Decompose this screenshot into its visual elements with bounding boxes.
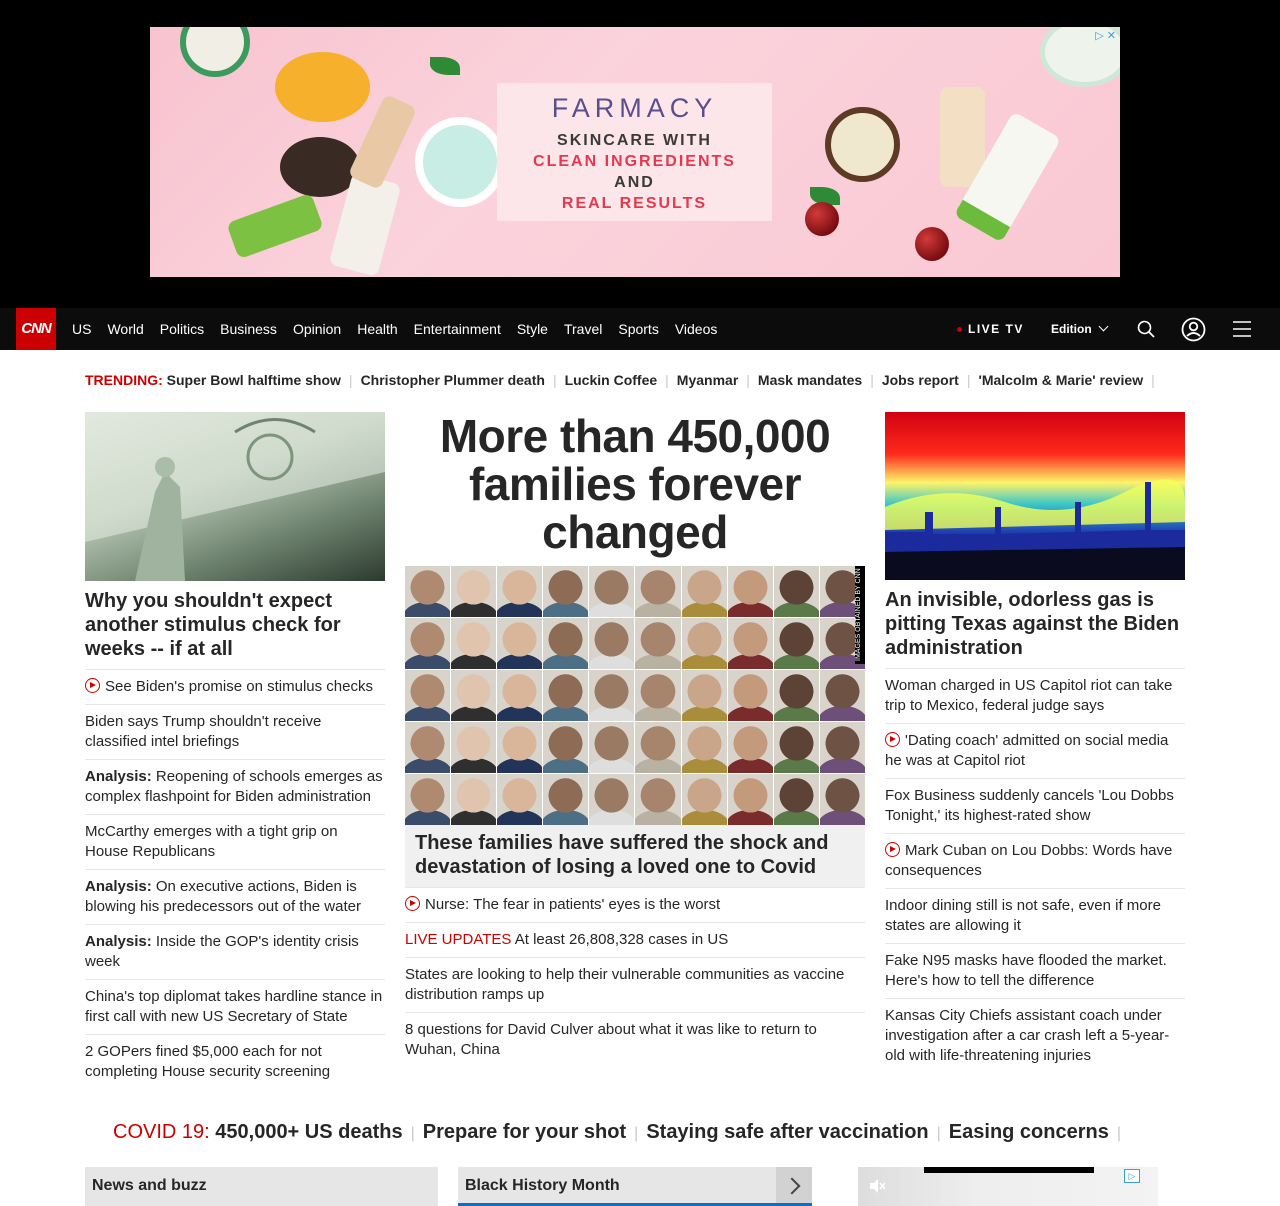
portrait-photo [451,722,496,773]
story-text: Indoor dining still is not safe, even if more states are allowing it [885,897,1161,934]
hamburger-menu-icon[interactable] [1233,321,1251,337]
nav-link-entertainment[interactable]: Entertainment [413,321,501,337]
play-video-icon [885,842,900,857]
chevron-right-icon[interactable] [776,1167,812,1203]
story-text: Reopening of schools emerges as complex flashpoint for Biden administration [85,768,383,805]
story-link[interactable] [85,870,385,925]
video-ad[interactable] [858,1167,1158,1206]
story-link[interactable] [885,724,1185,779]
video-ad-progress-bar [924,1167,1094,1173]
portrait-photo [497,722,542,773]
portrait-photo [774,618,819,669]
portrait-photo [543,670,588,721]
portrait-photo [682,566,727,617]
story-text: States are looking to help their vulnerable communities as vaccine distribution ramps up [405,966,845,1003]
portrait-photo [405,618,450,669]
nav-link-opinion[interactable]: Opinion [292,321,342,337]
covid-divider: | [634,1125,639,1142]
portrait-photo [820,722,865,773]
trending-link[interactable]: Myanmar [676,372,739,388]
live-tv-link[interactable] [957,322,1024,336]
story-link[interactable] [405,888,865,923]
photo-grid-caption[interactable]: These families have suffered the shock and devastation of losing a loved one to Covid [405,825,865,888]
live-tv-label: LIVE TV [968,322,1024,336]
ad-line-1: SKINCARE WITH [557,132,712,149]
story-text: 8 questions for David Culver about what it was like to return to Wuhan, China [405,1021,817,1058]
ad-bottle-image [226,193,324,259]
trending-divider: | [870,372,874,388]
statue-of-liberty-check-graphic [85,412,385,581]
story-link[interactable] [885,834,1185,889]
trending-bar [85,372,1163,388]
news-and-buzz-header[interactable]: News and buzz [85,1167,438,1206]
story-link[interactable] [405,1013,865,1067]
story-link[interactable] [885,944,1185,999]
story-text: See Biden's promise on stimulus checks [105,678,373,695]
portrait-photo [774,670,819,721]
portrait-photo [635,670,680,721]
portrait-photo [820,774,865,825]
ad-line-2: CLEAN INGREDIENTS [533,153,736,170]
play-video-icon [85,678,100,693]
portrait-photo [451,670,496,721]
covid-divider: | [410,1125,415,1142]
portrait-photo [497,618,542,669]
portrait-photo [589,566,634,617]
trending-label: TRENDING: [85,372,163,388]
portrait-photo [774,774,819,825]
story-text: Fake N95 masks have flooded the market. Here's how to tell the difference [885,952,1167,989]
trending-link[interactable]: Super Bowl halftime show [166,372,341,388]
stimulus-check-image[interactable] [85,412,385,581]
story-text: Mark Cuban on Lou Dobbs: Words have consequences [885,842,1173,879]
black-history-month-label: Black History Month [465,1177,620,1194]
cnn-logo[interactable]: CNN [16,308,56,350]
portrait-photo [774,566,819,617]
main-headline[interactable]: More than 450,000 families forever changed [439,410,831,558]
ad-cherry-image [915,227,949,261]
right-story-list [885,669,1185,1073]
left-column [85,412,385,1089]
covid-links-bar [113,1121,1129,1144]
portrait-photo [405,774,450,825]
story-link[interactable] [85,705,385,760]
story-link[interactable] [405,923,865,958]
mute-icon[interactable] [868,1177,886,1195]
portrait-photo [635,722,680,773]
story-link[interactable] [885,999,1185,1073]
ad-leaf-image [430,57,460,75]
adchoices-icon[interactable]: ▷ ✕ [1095,30,1116,42]
trending-items [167,372,1163,388]
trending-divider: | [966,372,971,388]
story-text: Woman charged in US Capitol riot can take trip to Mexico, federal judge says [885,677,1173,714]
portrait-photo [682,670,727,721]
edition-selector[interactable] [1051,322,1107,336]
portrait-photo [543,566,588,617]
story-link[interactable] [885,669,1185,724]
middle-story-list [405,888,865,1067]
story-text: Nurse: The fear in patients' eyes is the worst [425,896,721,913]
covid-link[interactable]: Easing concerns [948,1121,1109,1143]
portrait-photo [589,670,634,721]
right-lead-headline[interactable]: An invisible, odorless gas is pitting Texas against the Biden administration [885,588,1185,669]
portrait-photo [635,774,680,825]
ad-area [0,0,1280,308]
nav-link-politics[interactable]: Politics [159,321,205,337]
story-link[interactable] [85,980,385,1035]
story-text: China's top diplomat takes hardline stance in first call with new US Secretary of State [85,988,383,1025]
covid-divider: | [936,1125,941,1142]
trending-divider: | [665,372,669,388]
portrait-photo [774,722,819,773]
story-link[interactable] [85,925,385,980]
live-dot-icon [957,327,962,332]
farmacy-ad-banner[interactable] [150,27,1120,277]
trending-link[interactable]: Jobs report [881,372,959,388]
portrait-photo [543,618,588,669]
portrait-photo [543,774,588,825]
story-text: McCarthy emerges with a tight grip on House Republicans [85,823,338,860]
trending-divider: | [746,372,750,388]
portrait-photo [451,618,496,669]
story-link[interactable] [885,779,1185,834]
portrait-photo [635,618,680,669]
story-link[interactable] [85,815,385,870]
portrait-photo [451,774,496,825]
story-text: At least 26,808,328 cases in US [511,931,729,948]
portrait-photo [405,566,450,617]
play-video-icon [885,732,900,747]
left-story-list [85,670,385,1089]
ad-honeycomb-image [275,52,370,122]
trending-divider: | [348,372,353,388]
ad-jar-image [180,27,250,77]
nav-link-videos[interactable]: Videos [674,321,718,337]
trending-link[interactable]: Mask mandates [757,372,863,388]
trending-link[interactable]: Luckin Coffee [564,372,658,388]
portrait-photo [451,566,496,617]
nav-link-travel[interactable]: Travel [563,321,603,337]
portrait-photo [589,722,634,773]
nav-link-health[interactable]: Health [357,321,398,337]
ad-line-3: AND [614,174,655,191]
portrait-photo [497,566,542,617]
portrait-photo [728,618,773,669]
covid-label: COVID 19: [113,1121,210,1143]
story-text: 'Dating coach' admitted on social media he was at Capitol riot [885,732,1169,769]
black-history-month-header[interactable] [458,1167,812,1206]
portrait-photo [820,670,865,721]
story-link[interactable] [85,760,385,815]
story-text: On executive actions, Biden is blowing his predecessors out of the water [85,878,361,915]
portrait-photo [682,722,727,773]
nav-link-world[interactable]: World [107,321,144,337]
story-link[interactable] [885,889,1185,944]
nav-link-us[interactable]: US [72,321,92,337]
chevron-down-icon [1098,322,1108,332]
live-updates-label: LIVE UPDATES [405,931,512,948]
portrait-photo [589,618,634,669]
story-text: Inside the GOP's identity crisis week [85,933,359,970]
search-icon[interactable] [1137,320,1155,338]
adchoices-icon[interactable]: ▷ [1124,1169,1140,1183]
covid-items [215,1121,1129,1143]
nav-link-sports[interactable]: Sports [618,321,659,337]
portrait-photo [497,670,542,721]
portrait-photo [728,774,773,825]
portrait-photo [728,566,773,617]
ad-text-card [497,83,772,221]
thermal-gas-image[interactable] [885,412,1185,580]
portrait-photo [405,722,450,773]
story-link[interactable] [405,958,865,1013]
right-column [885,412,1185,1073]
covid-link[interactable]: Prepare for your shot [422,1121,627,1143]
ad-cherry-image [805,202,839,236]
portrait-photo [728,670,773,721]
ad-jar-image [825,107,900,182]
covid-victims-photo-grid[interactable] [405,566,865,825]
trending-divider: | [552,372,557,388]
portrait-photo [728,722,773,773]
trending-link[interactable]: Christopher Plummer death [360,372,545,388]
top-nav [0,308,1280,350]
covid-divider: | [1116,1125,1122,1142]
portrait-photo [589,774,634,825]
nav-link-business[interactable]: Business [220,321,277,337]
trending-divider: | [1151,372,1155,388]
left-lead-headline[interactable]: Why you shouldn't expect another stimulus check for weeks -- if at all [85,589,385,670]
portrait-photo [405,670,450,721]
story-text: Kansas City Chiefs assistant coach under investigation after a car crash left a 5-year-old with life-threatening injuries [885,1007,1170,1064]
portrait-photo [682,774,727,825]
portrait-photo [635,566,680,617]
portrait-photo [682,618,727,669]
analysis-label: Analysis: [85,878,152,895]
nav-links [64,308,725,350]
nav-link-style[interactable]: Style [516,321,548,337]
trending-link[interactable]: 'Malcolm & Marie' review [978,372,1144,388]
story-text: Fox Business suddenly cancels 'Lou Dobbs Tonight,' its highest-rated show [885,787,1174,824]
account-icon[interactable] [1181,317,1206,342]
story-link[interactable] [85,1035,385,1089]
ad-brand-name: FARMACY [551,93,718,123]
story-text: 2 GOPers fined $5,000 each for not completing House security screening [85,1043,331,1080]
image-credit: IMAGES OBTAINED BY CNN [855,566,865,664]
ad-jar-image [415,117,505,207]
edition-label: Edition [1051,322,1092,336]
analysis-label: Analysis: [85,768,152,785]
portrait-photo [497,774,542,825]
thermal-skyline-graphic [885,412,1185,580]
story-text: Biden says Trump shouldn't receive classified intel briefings [85,713,322,750]
covid-link[interactable]: 450,000+ US deaths [215,1121,403,1143]
story-link[interactable] [85,670,385,705]
middle-column [405,412,865,1067]
play-video-icon [405,896,420,911]
ad-line-4: REAL RESULTS [561,195,708,212]
analysis-label: Analysis: [85,933,152,950]
portrait-photo [543,722,588,773]
covid-link[interactable]: Staying safe after vaccination [646,1121,929,1143]
